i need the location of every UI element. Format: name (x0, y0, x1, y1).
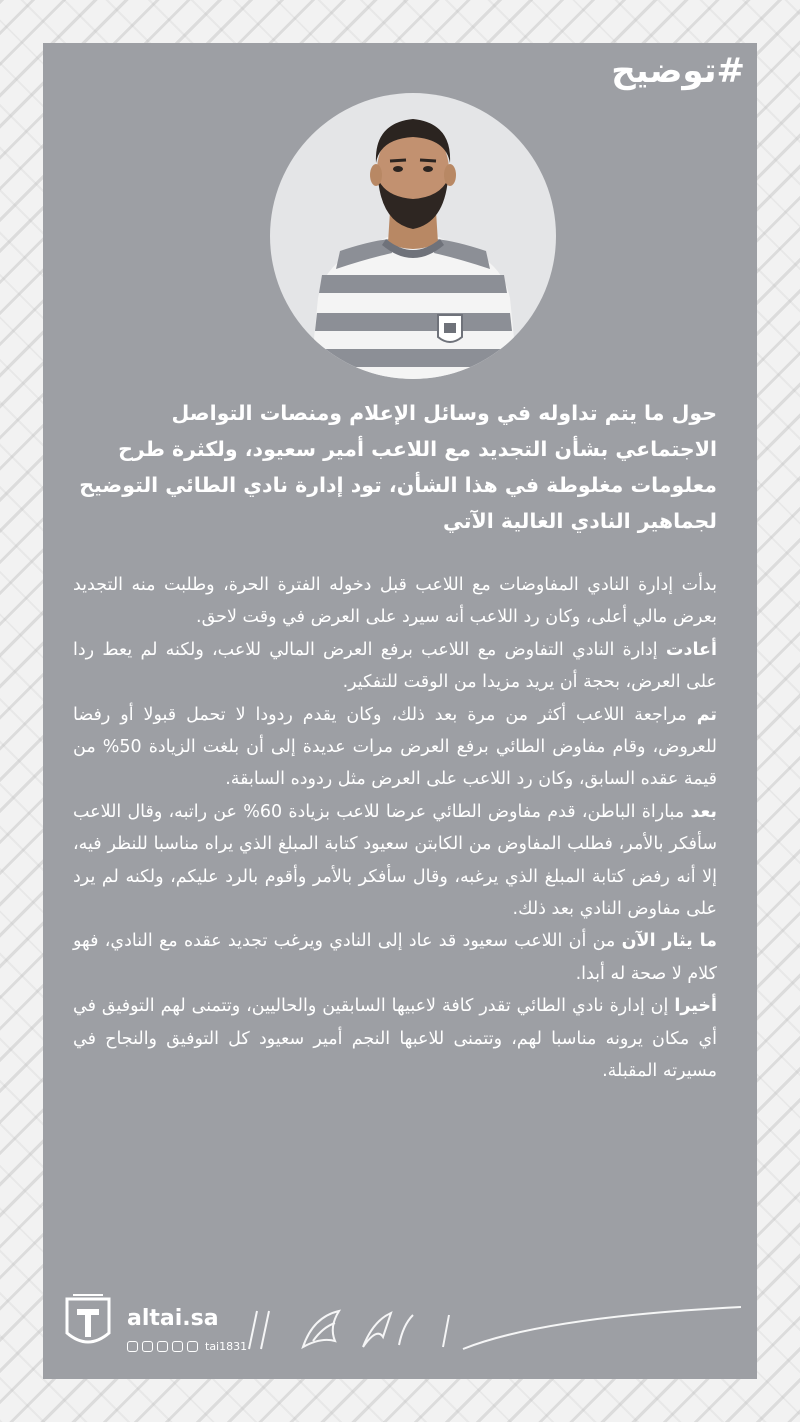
paragraph-text: إن إدارة نادي الطائي تقدر كافة لاعبيها السابقين والحاليين، وتتمنى لهم التوفيق في أي مكان يرونه مناسبا لهم، وتتمنى للاعبها النجم أمير سعيود كل التوفيق والنجاح في مسيرته المقبلة. (73, 996, 717, 1082)
youtube-icon[interactable] (187, 1341, 198, 1352)
facebook-icon[interactable] (172, 1341, 183, 1352)
announcement-card (43, 43, 757, 1379)
paragraph-text: مباراة الباطن، قدم مفاوض الطائي عرضا للاعب بزيادة 60% عن راتبه، وقال اللاعب سأفكر بالأمر، فطلب المفاوض من الكابتن سعيود كتابة المبلغ الذي يراه مناسبا للنظر فيه، إلا أنه رفض كتابة المبلغ الذي يرغبه، وقال سأفكر بالأمر وأقوم بالرد عليكم، ولكنه لم يرد على مفاوض النادي بعد ذلك. (73, 801, 717, 920)
intro-statement: حول ما يتم تداوله في وسائل الإعلام ومنصات التواصل الاجتماعي بشأن التجديد مع اللاعب أمير سعيود، ولكثرة طرح معلومات مغلوطة في هذا الشأن، تود إدارة نادي الطائي التوضيح لجماهير النادي الغالية الآتي (79, 401, 717, 533)
hashtag-title: #توضيح (611, 51, 745, 91)
paragraph (73, 796, 717, 926)
club-logo (63, 1293, 113, 1351)
paragraph-lead: ما يثار الآن (621, 931, 717, 952)
decorative-strokes (243, 1297, 743, 1357)
paragraph-text: إدارة النادي التفاوض مع اللاعب برفع العرض المالي للاعب، ولكنه لم يعط ردا على العرض، بحجة أن يريد مزيدا من الوقت للتفكير. (73, 639, 717, 693)
paragraph-lead: بعد (690, 801, 717, 822)
paragraph-text: مراجعة اللاعب أكثر من مرة بعد ذلك، وكان يقدم ردودا لا تحمل قبولا أو رفضا للعروض، وقام مفاوض الطائي برفع العرض مرات عديدة إلى أن بلغت الزيادة 50% من قيمة عقده السابق، وكان رد اللاعب على العرض مثل ردوده السابقة. (73, 704, 717, 790)
paragraph (73, 990, 717, 1087)
website-link[interactable]: altai.sa (127, 1306, 219, 1331)
footer (43, 1289, 757, 1379)
instagram-icon[interactable] (142, 1341, 153, 1352)
paragraph-lead: أخيرا (674, 996, 717, 1017)
paragraph (73, 634, 717, 699)
social-row (127, 1340, 247, 1353)
paragraph-lead: أعادت (665, 639, 717, 660)
clarification-body (73, 569, 717, 1088)
paragraph-text: بدأت إدارة النادي المفاوضات مع اللاعب قبل دخوله الفترة الحرة، وطلبت منه التجديد بعرض مالي أعلى، وكان رد اللاعب أنه سيرد على العرض في وقت لاحق. (73, 575, 717, 628)
snapchat-icon[interactable] (157, 1341, 168, 1352)
paragraph (73, 569, 717, 634)
paragraph-text: من أن اللاعب سعيود قد عاد إلى النادي ويرغب تجديد عقده مع النادي، فهو كلام لا صحة له أبدا. (73, 931, 717, 984)
paragraph (73, 699, 717, 796)
paragraph-lead: تم (696, 704, 717, 725)
player-photo (270, 93, 556, 379)
twitter-icon[interactable] (127, 1341, 138, 1352)
social-handle: tai1831 (205, 1340, 248, 1353)
paragraph (73, 925, 717, 990)
